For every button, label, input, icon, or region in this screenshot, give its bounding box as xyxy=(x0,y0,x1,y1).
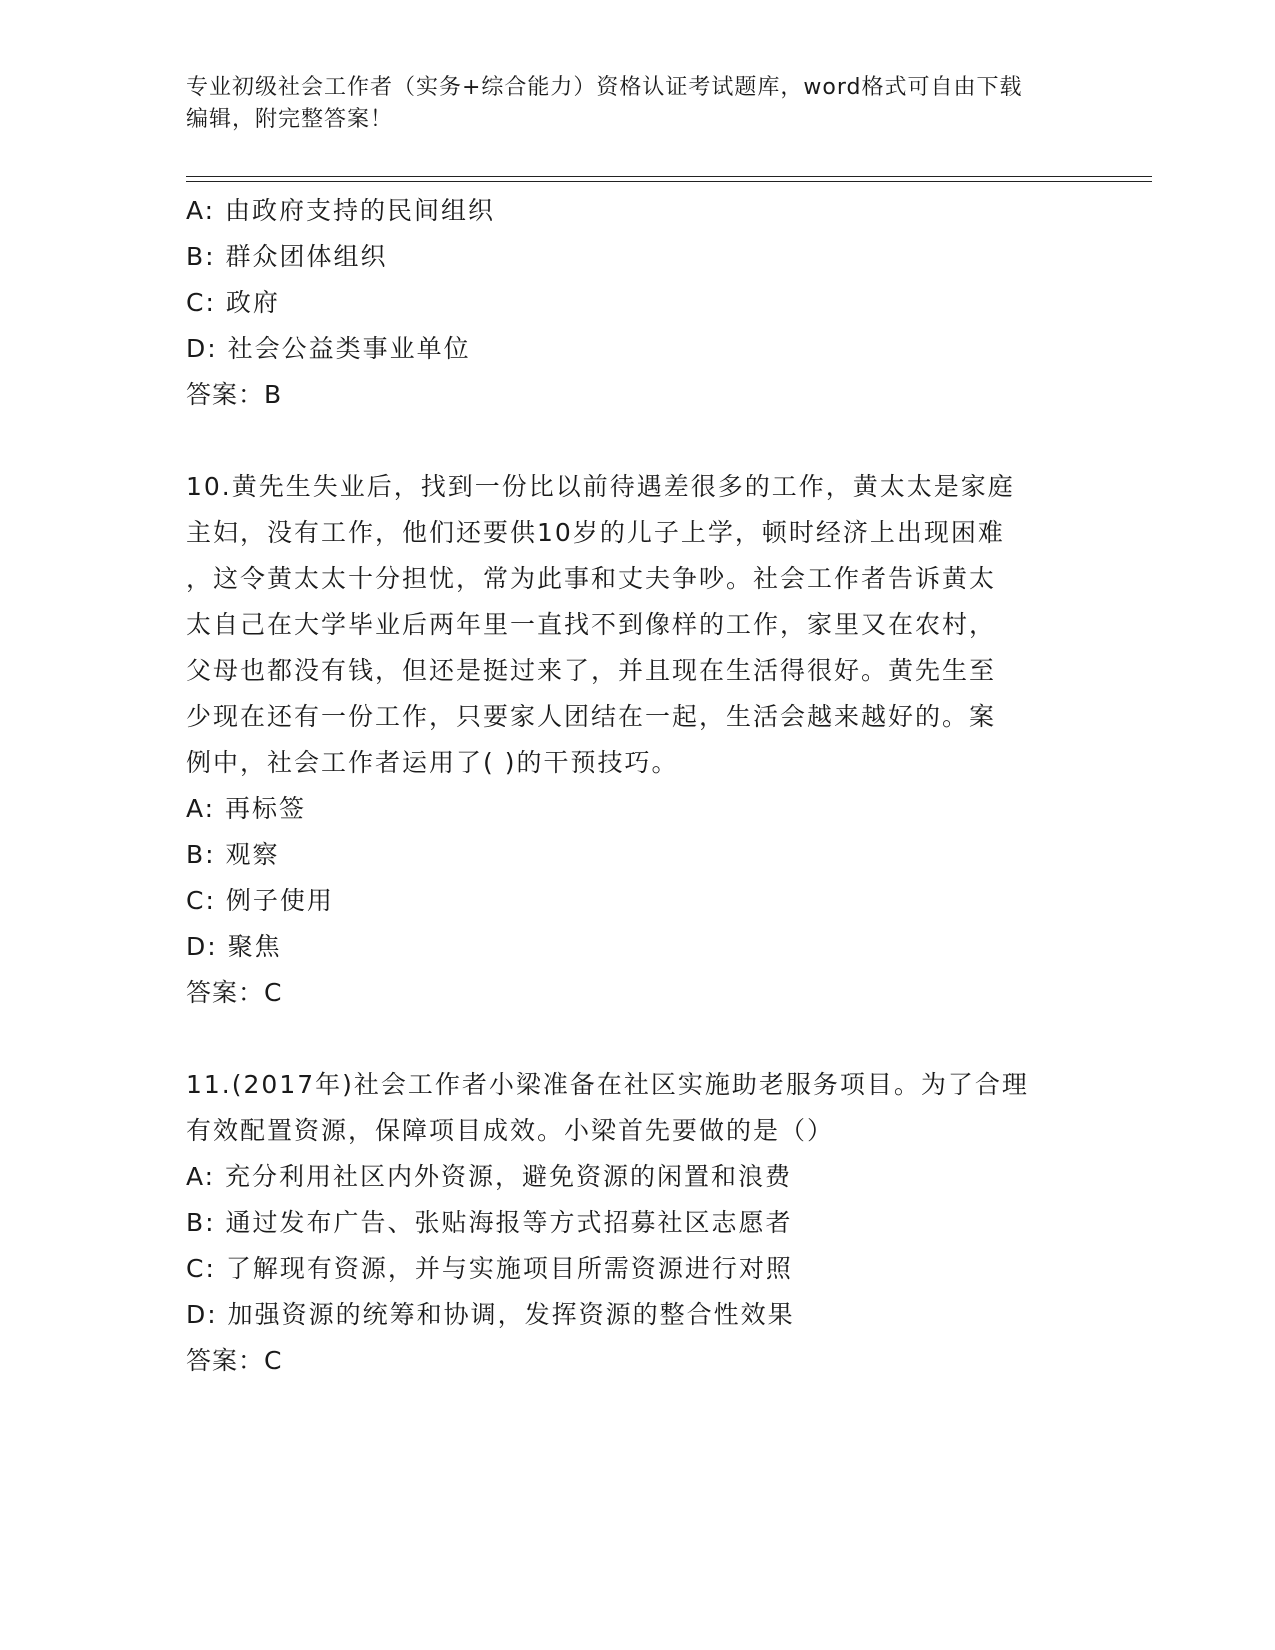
stem-line: 太自己在大学毕业后两年里一直找不到像样的工作，家里又在农村， xyxy=(186,610,997,639)
option-b: B: 群众团体组织 xyxy=(186,242,388,271)
document-body xyxy=(186,188,1086,1384)
option-d: D: 加强资源的统筹和协调，发挥资源的整合性效果 xyxy=(186,1300,795,1329)
stem-line: 11.(2017年)社会工作者小梁准备在社区实施助老服务项目。为了合理 xyxy=(186,1070,1029,1099)
option-a: A: 由政府支持的民间组织 xyxy=(186,196,496,225)
option-a: A: 再标签 xyxy=(186,794,307,823)
question-11 xyxy=(186,1062,1086,1384)
option-a: A: 充分利用社区内外资源，避免资源的闲置和浪费 xyxy=(186,1162,793,1191)
stem-line: 10.黄先生失业后，找到一份比以前待遇差很多的工作，黄太太是家庭 xyxy=(186,472,1015,501)
stem-line: 父母也都没有钱，但还是挺过来了，并且现在生活得很好。黄先生至 xyxy=(186,656,997,685)
answer-line: 答案：C xyxy=(186,1346,283,1375)
option-c: C: 例子使用 xyxy=(186,886,334,915)
header-line-1: 专业初级社会工作者（实务+综合能力）资格认证考试题库，word格式可自由下载 xyxy=(186,75,1023,100)
stem-line: 少现在还有一份工作，只要家人团结在一起，生活会越来越好的。案 xyxy=(186,702,997,731)
stem-line: 例中，社会工作者运用了( )的干预技巧。 xyxy=(186,748,679,777)
stem-line: 有效配置资源，保障项目成效。小梁首先要做的是（） xyxy=(186,1116,835,1145)
option-d: D: 社会公益类事业单位 xyxy=(186,334,471,363)
question-stem xyxy=(186,464,1066,786)
option-c: C: 了解现有资源，并与实施项目所需资源进行对照 xyxy=(186,1254,793,1283)
stem-line: 主妇，没有工作，他们还要供10岁的儿子上学，顿时经济上出现困难 xyxy=(186,518,1005,547)
question-stem xyxy=(186,1062,1066,1154)
option-c: C: 政府 xyxy=(186,288,280,317)
question-9 xyxy=(186,188,1086,418)
question-10 xyxy=(186,464,1086,1016)
option-b: B: 通过发布广告、张贴海报等方式招募社区志愿者 xyxy=(186,1208,793,1237)
header-divider-bottom xyxy=(186,181,1152,182)
option-b: B: 观察 xyxy=(186,840,280,869)
page-header xyxy=(186,72,1086,136)
header-divider-top xyxy=(186,176,1152,177)
header-line-2: 编辑，附完整答案！ xyxy=(186,107,394,132)
answer-line: 答案：B xyxy=(186,380,283,409)
answer-line: 答案：C xyxy=(186,978,283,1007)
stem-line: ，这令黄太太十分担忧，常为此事和丈夫争吵。社会工作者告诉黄太 xyxy=(186,564,997,593)
option-d: D: 聚焦 xyxy=(186,932,282,961)
